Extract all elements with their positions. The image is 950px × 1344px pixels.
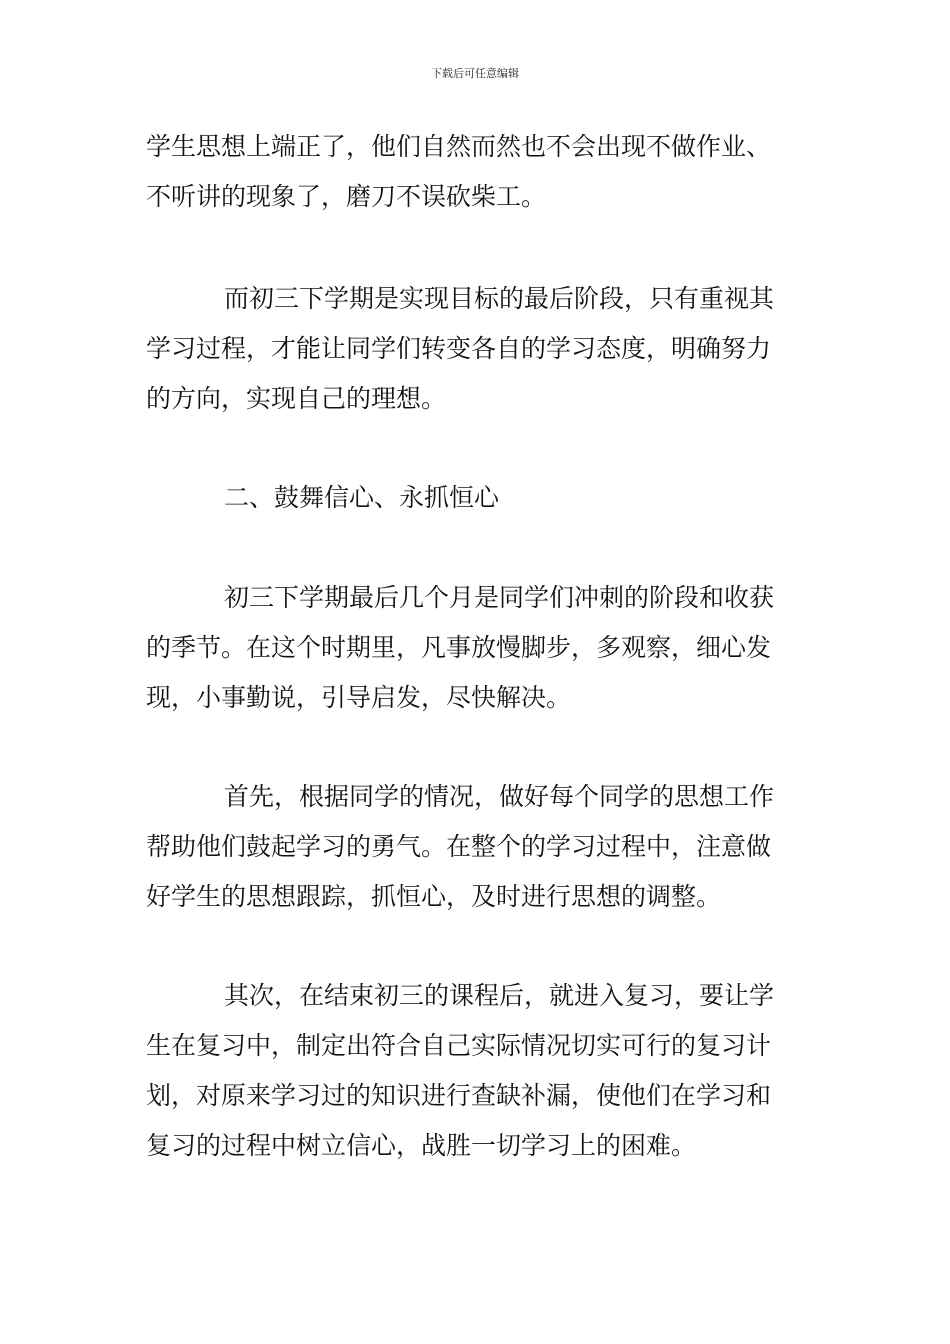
paragraph-line: 现，小事勤说，引导启发，尽快解决。 <box>146 683 572 712</box>
paragraph-line: 而初三下学期是实现目标的最后阶段，只有重视其 <box>224 284 775 313</box>
paragraph-line: 首先，根据同学的情况，做好每个同学的思想工作 <box>224 782 775 811</box>
paragraph-line: 学生思想上端正了，他们自然而然也不会出现不做作业、 <box>146 132 772 161</box>
paragraph-line: 好学生的思想跟踪，抓恒心，及时进行思想的调整。 <box>146 882 722 911</box>
paragraph-line: 划，对原来学习过的知识进行查缺补漏，使他们在学习和 <box>146 1081 772 1110</box>
page-header: 下载后可任意编辑 <box>431 67 519 80</box>
paragraph-line: 学习过程，才能让同学们转变各自的学习态度，明确努力 <box>146 334 772 363</box>
paragraph-line: 生在复习中，制定出符合自己实际情况切实可行的复习计 <box>146 1031 772 1060</box>
paragraph-final-stage <box>146 274 806 424</box>
section-heading <box>146 473 806 523</box>
paragraph-line: 其次，在结束初三的课程后，就进入复习，要让学 <box>224 981 775 1010</box>
paragraph-line: 的方向，实现自己的理想。 <box>146 384 447 413</box>
paragraph-line: 的季节。在这个时期里，凡事放慢脚步，多观察，细心发 <box>146 633 772 662</box>
paragraph-continuation <box>146 122 806 222</box>
paragraph-line: 不听讲的现象了，磨刀不误砍柴工。 <box>146 182 547 211</box>
paragraph-line: 帮助他们鼓起学习的勇气。在整个的学习过程中，注意做 <box>146 832 772 861</box>
paragraph-second <box>146 971 806 1171</box>
paragraph-line: 初三下学期最后几个月是同学们冲刺的阶段和收获 <box>224 583 775 612</box>
paragraph-sprint-stage <box>146 573 806 723</box>
section-heading-text: 二、鼓舞信心、永抓恒心 <box>224 483 500 512</box>
paragraph-line: 复习的过程中树立信心，战胜一切学习上的困难。 <box>146 1131 697 1160</box>
paragraph-first <box>146 772 806 922</box>
